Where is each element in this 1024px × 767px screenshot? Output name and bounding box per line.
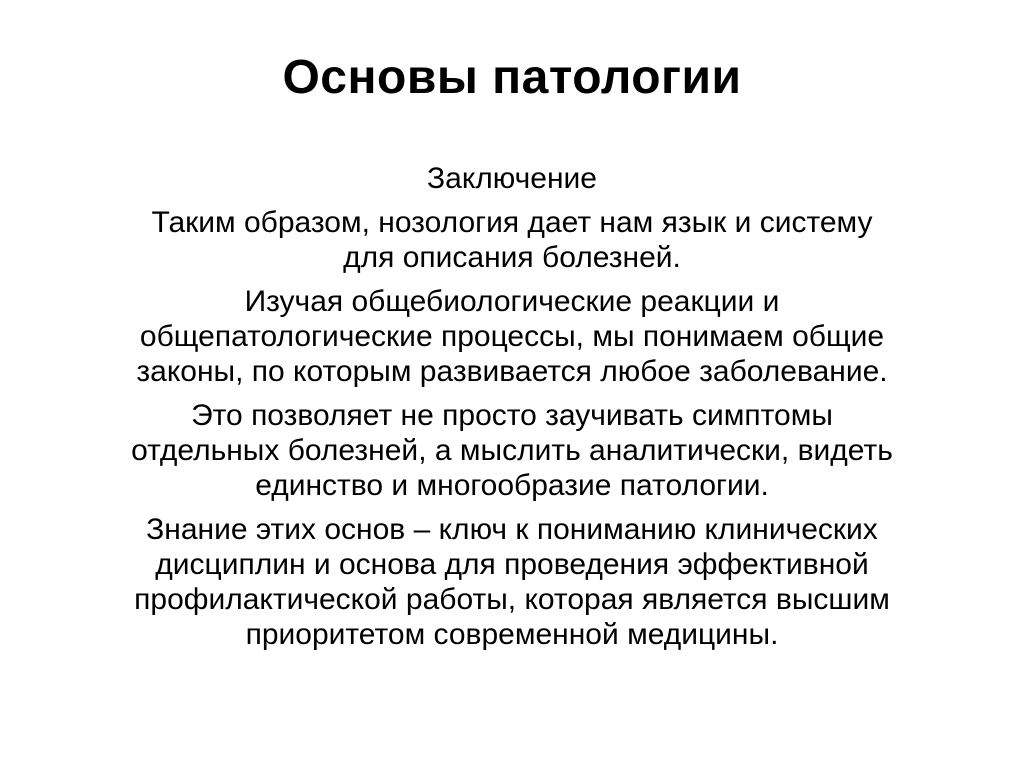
- paragraph-prevention: [60, 512, 964, 652]
- paragraph-nosology: [60, 205, 964, 275]
- text-line: законы, по которым развивается любое заболевание.: [136, 355, 888, 388]
- text-line: отдельных болезней, а мыслить аналитически, видеть: [131, 434, 893, 467]
- text-line: для описания болезней.: [343, 241, 681, 274]
- text-line: единство и многообразие патологии.: [255, 469, 769, 502]
- text-line: приоритетом современной медицины.: [245, 618, 779, 651]
- text-line: Заключение: [427, 162, 597, 195]
- conclusion-heading: [60, 161, 964, 196]
- text-line: профилактической работы, которая является высшим: [134, 583, 890, 616]
- slide-title: Основы патологии: [282, 51, 742, 104]
- slide-body: [60, 161, 964, 652]
- text-line: Это позволяет не просто заучивать симптомы: [191, 399, 833, 432]
- text-line: дисциплин и основа для проведения эффективной: [155, 548, 869, 581]
- text-line: Знание этих основ – ключ к пониманию клинических: [146, 513, 878, 546]
- paragraph-analytic-thinking: [60, 398, 964, 503]
- paragraph-general-processes: [60, 284, 964, 389]
- text-line: Изучая общебиологические реакции и: [244, 285, 780, 318]
- text-line: Таким образом, нозология дает нам язык и систему: [151, 206, 873, 239]
- text-line: общепатологические процессы, мы понимаем общие: [139, 320, 885, 353]
